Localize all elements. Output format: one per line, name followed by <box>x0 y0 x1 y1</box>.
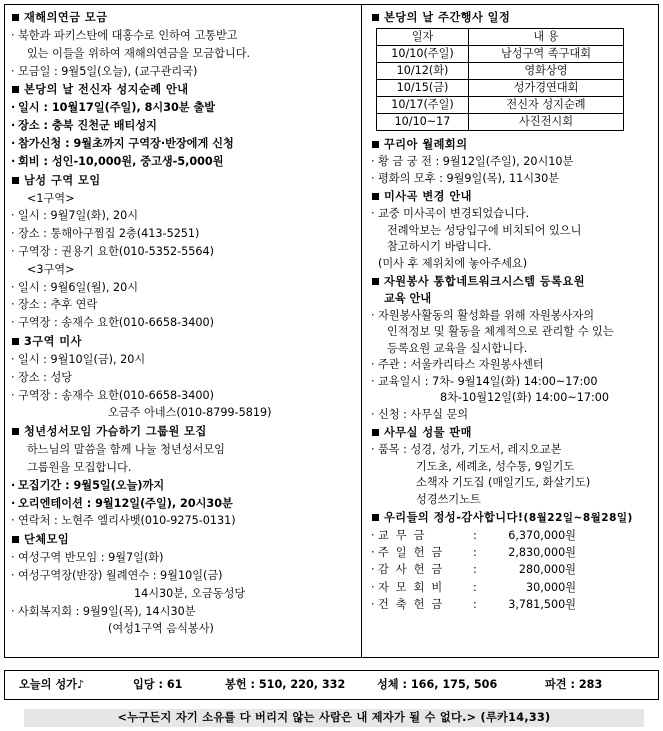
text-line: · 신청 : 사무실 문의 <box>370 407 656 424</box>
section-title: 미사곡 변경 안내 <box>370 187 656 206</box>
offering-amount: 2,830,000원 <box>508 546 576 560</box>
section-title: 3구역 미사 <box>10 332 356 351</box>
section-title: 본당의 날 전신자 성지순례 안내 <box>10 80 356 99</box>
offering-amount: 3,781,500원 <box>508 597 576 611</box>
offering-amount: 280,000원 <box>518 563 576 577</box>
text-line: (여성1구역 음식봉사) <box>108 622 214 636</box>
footer-quote: <누구든지 자기 소유를 다 버리지 않는 사람은 내 제자가 될 수 없다.> (루카14,33) <box>24 709 644 727</box>
offerings-title: 우리들의 정성-감사합니다! <box>384 511 524 524</box>
table-cell: 남성구역 족구대회 <box>469 46 624 63</box>
table-row <box>377 63 624 80</box>
offerings-period: (8월22일~8월28일) <box>523 512 633 524</box>
table-cell: 성가경연대회 <box>469 80 624 97</box>
text-line: · 장소 : 통해아구찜집 2층(413-5251) <box>10 225 356 243</box>
section-title: 사무실 성물 판매 <box>370 423 656 442</box>
offering-row <box>370 579 656 596</box>
text-line: (미사 후 제위치에 놓아주세요) <box>378 256 528 270</box>
text-line: <3구역> <box>27 262 75 276</box>
offering-row <box>370 544 656 561</box>
table-cell: 영화상영 <box>469 63 624 80</box>
text-line: · 모집기간 : 9월5일(오늘)까지 <box>10 477 356 495</box>
text-line: · 참가신청 : 9월초까지 구역장·반장에게 신청 <box>10 135 356 153</box>
offering-sep: : <box>473 580 477 594</box>
table-header-cell: 일자 <box>377 29 469 46</box>
section-mass-music <box>370 187 656 272</box>
text-line: · 구역장 : 권용기 요한(010-5352-5564) <box>10 243 356 261</box>
offering-label: · 감사헌금 <box>378 563 450 577</box>
text-line: 기도초, 세례초, 성수통, 9일기도 <box>416 459 575 473</box>
text-line: 하느님의 말씀을 함께 나눌 청년성서모임 <box>27 443 225 457</box>
text-line: · 여성구역 반모임 : 9월7일(화) <box>10 549 356 567</box>
text-line: · 품목 : 성경, 성가, 기도서, 레지오교본 <box>370 442 656 459</box>
text-line: · 교육일시 : 7차- 9월14일(화) 14:00~17:00 <box>370 374 656 391</box>
text-line: · 황 금 궁 전 : 9월12일(주일), 20시10분 <box>370 154 656 171</box>
text-line: · 일시 : 9월10일(금), 20시 <box>10 351 356 369</box>
offering-label: · 주일헌금 <box>378 546 450 560</box>
text-line: · 일시 : 10월17일(주일), 8시30분 출발 <box>10 99 356 117</box>
section-offerings <box>370 508 656 613</box>
text-line: · 장소 : 충북 진천군 배티성지 <box>10 117 356 135</box>
table-row <box>377 114 624 131</box>
text-line: · 장소 : 성당 <box>10 369 356 387</box>
left-column <box>10 8 356 638</box>
text-line: 있는 이들을 위하여 재해의연금을 모금합니다. <box>27 46 251 60</box>
section-disaster-relief <box>10 8 356 80</box>
section-title: 재해의연금 모금 <box>10 8 356 27</box>
text-line: · 일시 : 9월7일(화), 20시 <box>10 207 356 225</box>
table-cell: 10/12(화) <box>377 63 469 80</box>
offering-sep: : <box>473 563 477 577</box>
text-line: 그룹원을 모집합니다. <box>27 460 132 474</box>
section-title: 단체모임 <box>10 530 356 549</box>
text-line: 전례악보는 성당입구에 비치되어 있으니 <box>387 223 582 237</box>
section-title: 자원봉사 통합네트워크시스템 등록요원 <box>370 272 656 291</box>
text-line: · 회비 : 성인-10,000원, 중고생-5,000원 <box>10 153 356 171</box>
text-line: · 모금일 : 9월5일(오늘), (교구관리국) <box>10 63 356 81</box>
hymn-offertory: 봉헌 : 510, 220, 332 <box>225 677 346 691</box>
table-cell: 전신자 성지순례 <box>469 97 624 114</box>
table-row <box>377 46 624 63</box>
text-line: 8차-10월12일(화) 14:00~17:00 <box>440 391 609 404</box>
text-line: · 교중 미사곡이 변경되었습니다. <box>370 206 656 223</box>
text-line: · 주관 : 서울카리타스 자원봉사센터 <box>370 357 656 374</box>
section-week-schedule <box>370 8 656 131</box>
hymn-dismissal: 파견 : 283 <box>545 677 603 691</box>
right-column <box>370 8 656 613</box>
text-line: · 자원봉사활동의 활성화를 위해 자원봉사자의 <box>370 308 656 325</box>
text-line: 참고하시기 바랍니다. <box>387 240 492 253</box>
table-row <box>377 97 624 114</box>
offering-amount: 6,370,000원 <box>508 529 576 542</box>
text-line: 소책자 기도집 (매일기도, 화살기도) <box>416 476 591 489</box>
section-title: 꾸리아 월례회의 <box>370 135 656 154</box>
offering-sep: : <box>473 597 477 611</box>
hymn-communion: 성체 : 166, 175, 506 <box>377 677 498 691</box>
text-line: 14시30분, 오금동성당 <box>134 586 246 600</box>
section-title: 본당의 날 주간행사 일정 <box>370 8 656 27</box>
table-cell: 사진전시회 <box>469 114 624 131</box>
section-title <box>370 508 656 527</box>
offering-label: · 자모회비 <box>378 580 450 594</box>
offering-sep: : <box>473 546 477 560</box>
section-mens-district <box>10 171 356 332</box>
text-line: 등록요원 교육을 실시합니다. <box>387 341 528 355</box>
section-group-meetings <box>10 530 356 638</box>
offering-label: · 건축헌금 <box>378 597 450 611</box>
text-line: 오금주 아네스(010-8799-5819) <box>108 406 272 420</box>
text-line: · 사회복지회 : 9월9일(목), 14시30분 <box>10 603 356 621</box>
offering-row <box>370 527 656 544</box>
text-line: 성경쓰기노트 <box>416 492 481 506</box>
column-divider <box>361 4 362 658</box>
offering-label: · 교무금 <box>378 529 432 542</box>
table-cell: 10/10(주일) <box>377 46 469 63</box>
offering-sep: : <box>473 529 477 542</box>
section-district3-mass <box>10 332 356 422</box>
text-line: · 구역장 : 송재수 요한(010-6658-3400) <box>10 387 356 405</box>
text-line: · 여성구역장(반장) 월례연수 : 9월10일(금) <box>10 567 356 585</box>
table-cell: 10/10~17 <box>377 114 469 131</box>
schedule-table <box>376 28 624 131</box>
section-religious-goods <box>370 423 656 508</box>
text-line: 인적정보 및 활동을 체계적으로 관리할 수 있는 <box>387 325 614 338</box>
section-youth-bible <box>10 422 356 530</box>
text-line: · 북한과 파키스탄에 대홍수로 인하여 고통받고 <box>10 27 356 45</box>
text-line: · 구역장 : 송재수 요한(010-6658-3400) <box>10 314 356 332</box>
offering-row <box>370 596 656 613</box>
table-row <box>377 80 624 97</box>
section-pilgrimage <box>10 80 356 170</box>
section-subtitle: 교육 안내 <box>384 292 432 305</box>
table-cell: 10/17(주일) <box>377 97 469 114</box>
section-title: 청년성서모임 가슴하기 그룹원 모집 <box>10 422 356 441</box>
offering-row <box>370 561 656 578</box>
table-header-row <box>377 29 624 46</box>
text-line: · 장소 : 추후 연락 <box>10 296 356 314</box>
table-cell: 10/15(금) <box>377 80 469 97</box>
hymn-entrance: 입당 : 61 <box>133 677 183 691</box>
section-title: 남성 구역 모임 <box>10 171 356 190</box>
hymn-label: 오늘의 성가♪ <box>19 677 85 691</box>
hymn-bar <box>4 670 659 700</box>
section-curia-meeting <box>370 135 656 187</box>
text-line: · 평화의 모후 : 9월9일(목), 11시30분 <box>370 171 656 188</box>
text-line: · 오리엔테이션 : 9월12일(주일), 20시30분 <box>10 495 356 513</box>
section-volunteer-training <box>370 272 656 423</box>
offering-amount: 30,000원 <box>526 580 576 594</box>
text-line: · 일시 : 9월6일(월), 20시 <box>10 279 356 297</box>
text-line: <1구역> <box>27 191 75 205</box>
table-header-cell: 내 용 <box>469 29 624 46</box>
text-line: · 연락처 : 노현주 엘리사벳(010-9275-0131) <box>10 512 356 530</box>
